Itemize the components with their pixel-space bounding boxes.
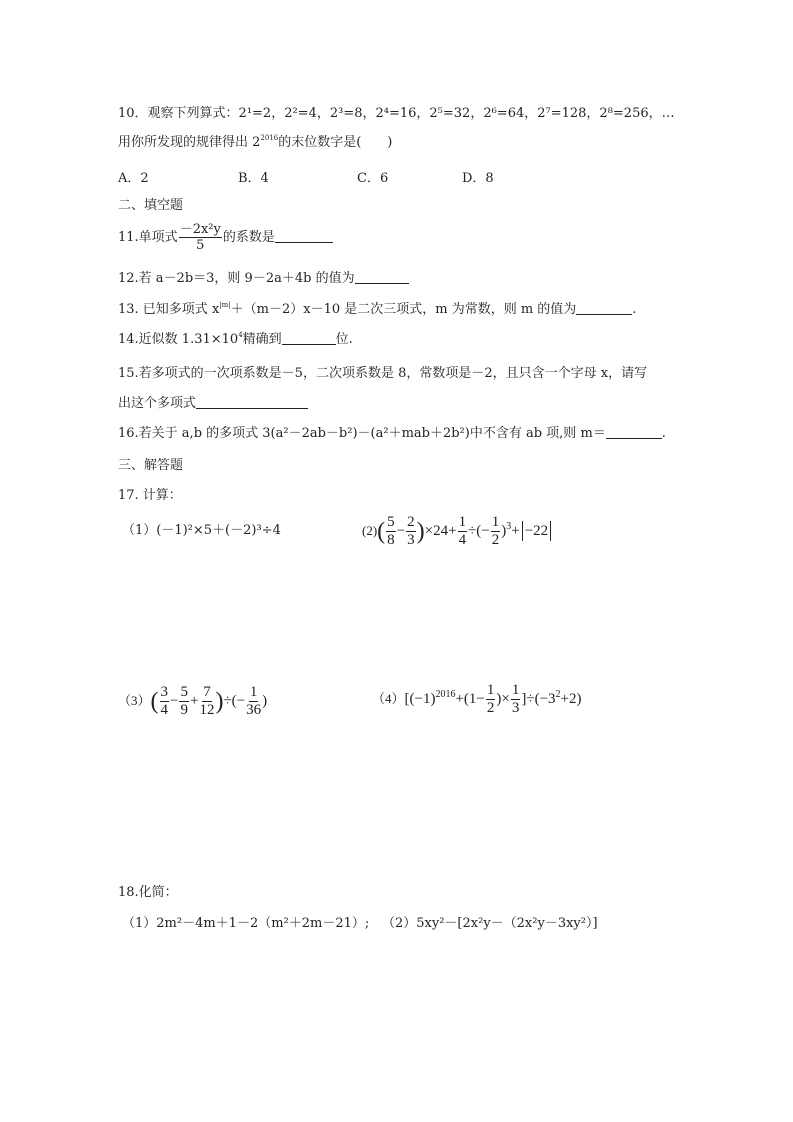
q16-answer-blank[interactable] (606, 426, 662, 439)
q17-title: 17. 计算： (118, 488, 182, 503)
q14-answer-blank[interactable] (282, 332, 336, 345)
q12-answer-blank[interactable] (355, 271, 409, 284)
q13-exponent: |m| (219, 301, 231, 309)
q18-title: 18.化简： (118, 885, 178, 900)
q14-a: 14.近似数 1.31×10 (118, 332, 239, 347)
q10-option-c: C．6 (357, 171, 389, 186)
q14 (118, 332, 353, 348)
q15-answer-blank[interactable] (196, 396, 308, 409)
q18-part2: （2）5xy²－[2x²y－（2x²y－3xy²）] (382, 916, 598, 931)
q17-part4: $(4)[(-1)^{2016}+(1-$ $\frac{1}{2}$ )× $\frac{1}{3}$ ]$\div(-3^2+2)$ (372, 682, 582, 717)
q14-b: 精确到 (242, 332, 282, 347)
q15-line2 (118, 396, 308, 412)
q10-option-a: A．2 (118, 171, 149, 186)
q11-fraction (179, 223, 222, 252)
q10-question (118, 135, 392, 151)
q16-text: 16.若关于 a,b 的多项式 3(a²－2ab－b²)－(a²＋mab＋2b²)中不含有 ab 项,则 m＝ (118, 426, 606, 441)
q13-end: . (632, 302, 637, 317)
q17-part3: （3）( $\frac{3}{4}$ − $\frac{5}{9}$ + $\frac{7}{12}$ )÷(− $\frac{1}{36}$ ) (118, 684, 268, 719)
q16-end: . (661, 426, 666, 441)
q13-answer-blank[interactable] (576, 302, 632, 315)
q15-line2-text: 出这个多项式 (118, 396, 197, 411)
q17-part4-label: （4） (372, 691, 405, 706)
q10-question-a: 用你所发现的规律得出 2 (118, 135, 261, 150)
q15-line1: 15.若多项式的一次项系数是－5，二次项系数是 8，常数项是－2，且只含一个字母 x，请写 (118, 366, 648, 381)
q18-part1: （1）2m²－4m＋1－2（m²＋2m－21）; (122, 916, 370, 931)
q11-suffix: 的系数是 (222, 230, 275, 245)
q10-stem (118, 106, 675, 122)
section-3-title: 三、解答题 (118, 458, 184, 473)
q14-c: 位. (335, 332, 353, 347)
q16 (118, 426, 666, 442)
q11-answer-blank[interactable] (275, 230, 333, 243)
q10-powers: 2¹=2，2²=4，2³=8，2⁴=16，2⁵=32，2⁶=64，2⁷=128，2⁸=256，… (238, 106, 675, 121)
q14-exponent: 4 (238, 331, 243, 339)
q13-b: ＋（m－2）x－10 是二次三项式，m 为常数，则 m 的值为 (230, 302, 577, 317)
q17-part3-label: （3） (118, 693, 151, 708)
q10-option-d: D．8 (462, 171, 494, 186)
q12 (118, 271, 409, 287)
q13-a: 13. 已知多项式 x (118, 302, 220, 317)
q10-exponent: 2016 (260, 134, 279, 142)
section-2-title: 二、填空题 (118, 198, 184, 213)
q17-part1: （1）(－1)²×5＋(－2)³÷4 (122, 523, 281, 538)
q11-numerator: －2x²y (179, 222, 221, 237)
q10-stem-prefix: 10．观察下列算式： (118, 106, 239, 121)
q11-prefix: 11.单项式 (118, 230, 178, 245)
q10-option-b: B．4 (238, 171, 269, 186)
q11 (118, 222, 333, 254)
q17-part2: (2)( $\frac{5}{8}$ − $\frac{2}{3}$ )×24+ $\frac{1}{4}$ ÷(− $\frac{1}{2}$ )$^3$+ −22 (362, 510, 551, 552)
q11-denominator: 5 (196, 238, 205, 253)
q13 (118, 302, 636, 318)
q17-part2-label: (2) (362, 523, 378, 538)
q12-text: 12.若 a－2b＝3，则 9－2a＋4b 的值为 (118, 271, 355, 286)
q10-question-b: 的末位数字是( ) (278, 135, 393, 150)
